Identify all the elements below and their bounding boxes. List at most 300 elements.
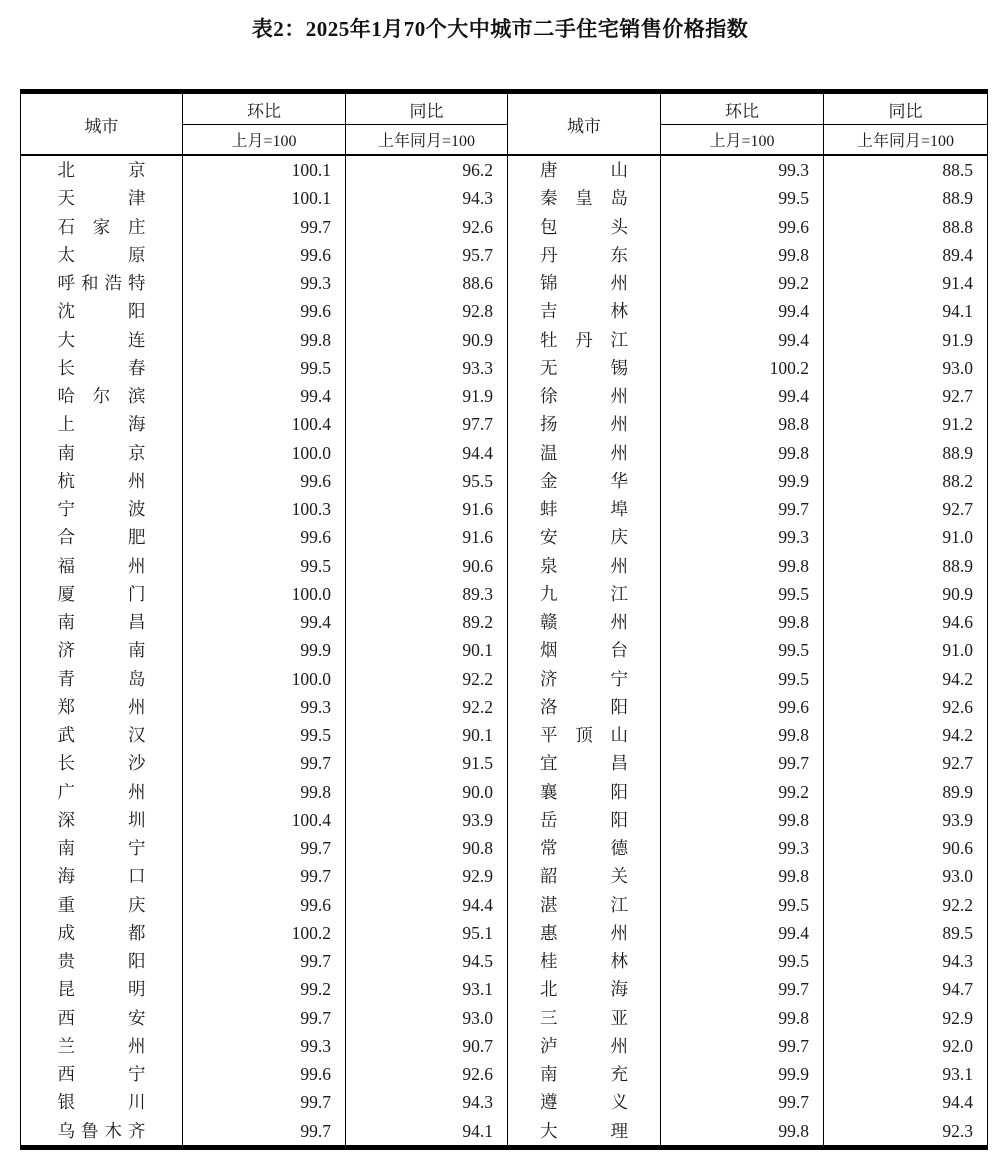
city-cell-right <box>508 326 661 354</box>
city-name: 唐山 <box>540 160 628 180</box>
mom-cell-left: 99.6 <box>183 297 346 325</box>
mom-cell-right: 99.3 <box>661 834 824 862</box>
city-cell-left <box>21 749 183 777</box>
city-cell-right <box>508 297 661 325</box>
table-row <box>21 749 988 777</box>
city-name: 西宁 <box>57 1064 146 1084</box>
city-cell-right <box>508 721 661 749</box>
city-name: 厦门 <box>57 583 146 604</box>
mom-cell-right: 99.7 <box>661 1088 824 1116</box>
yoy-cell-right: 88.8 <box>824 213 988 241</box>
city-cell-right <box>508 665 661 693</box>
mom-cell-left: 99.6 <box>183 241 346 269</box>
header-yoy-right: 同比 <box>824 92 988 125</box>
city-cell-right <box>508 919 661 947</box>
mom-cell-left: 100.4 <box>183 410 346 438</box>
city-cell-left <box>21 975 183 1003</box>
yoy-cell-right: 94.1 <box>824 297 988 325</box>
yoy-cell-right: 89.4 <box>824 241 988 269</box>
mom-cell-right: 99.8 <box>661 1004 824 1032</box>
mom-cell-right: 99.7 <box>661 1032 824 1060</box>
city-name: 大连 <box>57 329 146 350</box>
yoy-cell-right: 93.0 <box>824 354 988 382</box>
city-name: 宜昌 <box>540 753 628 774</box>
mom-cell-right: 98.8 <box>661 410 824 438</box>
city-cell-right <box>508 749 661 777</box>
city-cell-left <box>21 184 183 212</box>
city-cell-right <box>508 552 661 580</box>
mom-cell-right: 99.5 <box>661 580 824 608</box>
city-cell-right <box>508 523 661 551</box>
table-row <box>21 834 988 862</box>
table-row <box>21 439 988 467</box>
city-name: 南宁 <box>57 838 146 858</box>
yoy-cell-left: 91.6 <box>346 495 508 523</box>
city-cell-right <box>508 975 661 1003</box>
table-row <box>21 326 988 354</box>
table-row <box>21 975 988 1003</box>
yoy-cell-left: 94.5 <box>346 947 508 975</box>
yoy-cell-right: 91.0 <box>824 523 988 551</box>
city-cell-left <box>21 580 183 608</box>
mom-cell-right: 99.8 <box>661 721 824 749</box>
city-name: 成都 <box>57 922 146 943</box>
yoy-cell-right: 92.0 <box>824 1032 988 1060</box>
city-name: 海口 <box>57 866 146 887</box>
city-cell-left <box>21 241 183 269</box>
table-row <box>21 580 988 608</box>
yoy-cell-left: 94.3 <box>346 1088 508 1116</box>
table-row <box>21 919 988 947</box>
mom-cell-left: 99.8 <box>183 778 346 806</box>
yoy-cell-left: 90.7 <box>346 1032 508 1060</box>
city-cell-right <box>508 410 661 438</box>
city-cell-right <box>508 862 661 890</box>
city-cell-left <box>21 778 183 806</box>
city-name: 湛江 <box>540 894 628 915</box>
city-name: 郑州 <box>57 696 146 717</box>
mom-cell-left: 99.3 <box>183 269 346 297</box>
table-row <box>21 947 988 975</box>
table-row <box>21 1060 988 1088</box>
table-row <box>21 665 988 693</box>
city-name: 上海 <box>57 414 146 435</box>
city-name: 哈尔滨 <box>57 386 146 406</box>
city-cell-left <box>21 523 183 551</box>
mom-cell-right: 99.8 <box>661 241 824 269</box>
city-cell-right <box>508 1088 661 1116</box>
mom-cell-left: 99.5 <box>183 354 346 382</box>
city-name: 兰州 <box>57 1035 146 1056</box>
yoy-cell-right: 88.9 <box>824 184 988 212</box>
yoy-cell-left: 90.1 <box>346 636 508 664</box>
yoy-cell-left: 93.0 <box>346 1004 508 1032</box>
mom-cell-left: 100.3 <box>183 495 346 523</box>
city-cell-right <box>508 608 661 636</box>
city-name: 重庆 <box>57 894 146 915</box>
yoy-cell-right: 88.5 <box>824 155 988 184</box>
mom-cell-right: 99.4 <box>661 297 824 325</box>
mom-cell-left: 100.1 <box>183 155 346 184</box>
city-name: 丹东 <box>540 244 628 265</box>
city-cell-right <box>508 1060 661 1088</box>
table-row <box>21 184 988 212</box>
mom-cell-right: 99.8 <box>661 806 824 834</box>
city-cell-right <box>508 495 661 523</box>
mom-cell-left: 99.3 <box>183 1032 346 1060</box>
yoy-cell-left: 95.7 <box>346 241 508 269</box>
header-mom-right: 环比 <box>661 92 824 125</box>
mom-cell-left: 100.0 <box>183 665 346 693</box>
city-cell-right <box>508 241 661 269</box>
table-row <box>21 155 988 184</box>
city-name: 济宁 <box>540 668 628 689</box>
city-name: 秦皇岛 <box>540 188 628 209</box>
city-name: 武汉 <box>57 725 146 745</box>
mom-cell-left: 99.6 <box>183 523 346 551</box>
mom-cell-left: 100.0 <box>183 580 346 608</box>
mom-cell-right: 99.4 <box>661 326 824 354</box>
table-row <box>21 523 988 551</box>
city-name: 包头 <box>540 216 628 237</box>
table-row <box>21 495 988 523</box>
yoy-cell-left: 94.4 <box>346 891 508 919</box>
city-name: 锦州 <box>540 273 628 293</box>
city-name: 九江 <box>540 583 628 604</box>
table-row <box>21 382 988 410</box>
mom-cell-left: 99.7 <box>183 834 346 862</box>
city-cell-left <box>21 919 183 947</box>
yoy-cell-right: 90.6 <box>824 834 988 862</box>
table-row <box>21 213 988 241</box>
table-row <box>21 636 988 664</box>
mom-cell-right: 99.5 <box>661 947 824 975</box>
city-name: 泉州 <box>540 555 628 576</box>
city-name: 蚌埠 <box>540 499 628 519</box>
yoy-cell-right: 88.9 <box>824 439 988 467</box>
city-cell-left <box>21 608 183 636</box>
yoy-cell-left: 93.3 <box>346 354 508 382</box>
mom-cell-right: 99.6 <box>661 213 824 241</box>
yoy-cell-right: 91.0 <box>824 636 988 664</box>
yoy-cell-left: 92.2 <box>346 693 508 721</box>
yoy-cell-right: 93.0 <box>824 862 988 890</box>
yoy-cell-right: 92.7 <box>824 749 988 777</box>
table-row <box>21 467 988 495</box>
table-title: 表2：2025年1月70个大中城市二手住宅销售价格指数 <box>251 17 749 41</box>
table-row <box>21 778 988 806</box>
city-cell-left <box>21 1060 183 1088</box>
city-cell-left <box>21 354 183 382</box>
city-cell-right <box>508 269 661 297</box>
header-mom-base-left: 上月=100 <box>183 125 346 156</box>
header-city-right: 城市 <box>508 92 661 156</box>
city-name: 遵义 <box>540 1092 628 1113</box>
city-name: 常德 <box>540 838 628 858</box>
city-name: 徐州 <box>540 386 628 406</box>
city-cell-right <box>508 834 661 862</box>
mom-cell-left: 99.5 <box>183 721 346 749</box>
table-row <box>21 297 988 325</box>
city-name: 岳阳 <box>540 809 628 830</box>
city-cell-right <box>508 439 661 467</box>
yoy-cell-right: 94.4 <box>824 1088 988 1116</box>
city-cell-left <box>21 552 183 580</box>
mom-cell-right: 99.5 <box>661 665 824 693</box>
mom-cell-left: 100.1 <box>183 184 346 212</box>
mom-cell-right: 99.9 <box>661 467 824 495</box>
city-cell-left <box>21 155 183 184</box>
yoy-cell-right: 92.9 <box>824 1004 988 1032</box>
table-row <box>21 608 988 636</box>
yoy-cell-right: 94.6 <box>824 608 988 636</box>
city-cell-left <box>21 495 183 523</box>
yoy-cell-right: 92.2 <box>824 891 988 919</box>
city-cell-right <box>508 778 661 806</box>
mom-cell-right: 99.9 <box>661 1060 824 1088</box>
city-cell-right <box>508 580 661 608</box>
table-row <box>21 862 988 890</box>
mom-cell-left: 99.6 <box>183 467 346 495</box>
city-cell-right <box>508 213 661 241</box>
table-row <box>21 269 988 297</box>
mom-cell-right: 99.7 <box>661 749 824 777</box>
city-name: 平顶山 <box>540 725 628 745</box>
yoy-cell-left: 92.6 <box>346 213 508 241</box>
city-name: 南京 <box>57 442 146 463</box>
yoy-cell-left: 93.9 <box>346 806 508 834</box>
mom-cell-left: 99.7 <box>183 862 346 890</box>
city-name: 洛阳 <box>540 696 628 717</box>
mom-cell-left: 99.7 <box>183 947 346 975</box>
city-name: 无锡 <box>540 357 628 378</box>
city-cell-left <box>21 410 183 438</box>
city-cell-left <box>21 721 183 749</box>
mom-cell-right: 99.6 <box>661 693 824 721</box>
city-cell-right <box>508 155 661 184</box>
city-cell-left <box>21 326 183 354</box>
mom-cell-right: 99.3 <box>661 155 824 184</box>
yoy-cell-left: 89.2 <box>346 608 508 636</box>
city-name: 赣州 <box>540 612 628 632</box>
city-cell-right <box>508 1004 661 1032</box>
mom-cell-right: 99.7 <box>661 495 824 523</box>
yoy-cell-left: 92.9 <box>346 862 508 890</box>
table-body <box>21 155 988 1147</box>
mom-cell-right: 99.5 <box>661 184 824 212</box>
city-cell-left <box>21 439 183 467</box>
city-cell-left <box>21 834 183 862</box>
city-cell-left <box>21 665 183 693</box>
yoy-cell-right: 94.3 <box>824 947 988 975</box>
city-name: 吉林 <box>540 301 628 322</box>
mom-cell-right: 99.2 <box>661 269 824 297</box>
yoy-cell-left: 92.8 <box>346 297 508 325</box>
yoy-cell-right: 92.3 <box>824 1117 988 1148</box>
yoy-cell-left: 89.3 <box>346 580 508 608</box>
mom-cell-left: 99.7 <box>183 1088 346 1116</box>
mom-cell-right: 99.3 <box>661 523 824 551</box>
city-name: 济南 <box>57 640 146 661</box>
city-name: 昆明 <box>57 979 146 1000</box>
mom-cell-left: 99.7 <box>183 1004 346 1032</box>
yoy-cell-left: 94.1 <box>346 1117 508 1148</box>
city-cell-left <box>21 1117 183 1148</box>
mom-cell-right: 99.8 <box>661 552 824 580</box>
yoy-cell-left: 95.5 <box>346 467 508 495</box>
mom-cell-right: 99.8 <box>661 862 824 890</box>
yoy-cell-left: 96.2 <box>346 155 508 184</box>
mom-cell-right: 99.4 <box>661 382 824 410</box>
mom-cell-left: 99.2 <box>183 975 346 1003</box>
city-cell-right <box>508 947 661 975</box>
yoy-cell-left: 91.5 <box>346 749 508 777</box>
city-name: 安庆 <box>540 527 628 548</box>
table-row <box>21 1088 988 1116</box>
city-cell-right <box>508 1032 661 1060</box>
city-name: 天津 <box>57 188 146 209</box>
city-cell-left <box>21 213 183 241</box>
city-name: 石家庄 <box>57 216 146 237</box>
yoy-cell-left: 88.6 <box>346 269 508 297</box>
mom-cell-left: 99.3 <box>183 693 346 721</box>
mom-cell-left: 99.7 <box>183 749 346 777</box>
table-row <box>21 1004 988 1032</box>
table-row <box>21 1032 988 1060</box>
city-name: 宁波 <box>57 499 146 519</box>
header-yoy-base-right: 上年同月=100 <box>824 125 988 156</box>
city-cell-left <box>21 382 183 410</box>
yoy-cell-left: 93.1 <box>346 975 508 1003</box>
yoy-cell-right: 88.9 <box>824 552 988 580</box>
mom-cell-left: 100.4 <box>183 806 346 834</box>
mom-cell-left: 99.8 <box>183 326 346 354</box>
yoy-cell-left: 90.6 <box>346 552 508 580</box>
city-cell-right <box>508 693 661 721</box>
yoy-cell-right: 92.7 <box>824 495 988 523</box>
mom-cell-right: 99.8 <box>661 608 824 636</box>
yoy-cell-left: 94.3 <box>346 184 508 212</box>
mom-cell-left: 99.7 <box>183 213 346 241</box>
city-cell-left <box>21 947 183 975</box>
yoy-cell-left: 90.8 <box>346 834 508 862</box>
yoy-cell-right: 94.2 <box>824 665 988 693</box>
city-name: 贵阳 <box>57 951 146 971</box>
yoy-cell-left: 91.9 <box>346 382 508 410</box>
city-name: 大理 <box>540 1120 628 1141</box>
city-name: 合肥 <box>57 527 146 548</box>
yoy-cell-right: 94.7 <box>824 975 988 1003</box>
yoy-cell-left: 90.1 <box>346 721 508 749</box>
mom-cell-right: 100.2 <box>661 354 824 382</box>
city-cell-right <box>508 1117 661 1148</box>
yoy-cell-right: 92.6 <box>824 693 988 721</box>
city-name: 牡丹江 <box>540 329 628 350</box>
city-name: 泸州 <box>540 1035 628 1056</box>
city-name: 金华 <box>540 470 628 491</box>
table-row <box>21 354 988 382</box>
city-cell-left <box>21 297 183 325</box>
table-row <box>21 891 988 919</box>
yoy-cell-right: 91.2 <box>824 410 988 438</box>
mom-cell-left: 99.6 <box>183 891 346 919</box>
yoy-cell-right: 93.1 <box>824 1060 988 1088</box>
mom-cell-left: 99.9 <box>183 636 346 664</box>
yoy-cell-left: 90.0 <box>346 778 508 806</box>
city-name: 韶关 <box>540 866 628 887</box>
city-cell-left <box>21 269 183 297</box>
city-cell-right <box>508 467 661 495</box>
mom-cell-right: 99.8 <box>661 439 824 467</box>
city-cell-left <box>21 1004 183 1032</box>
mom-cell-right: 99.7 <box>661 975 824 1003</box>
price-index-table <box>20 89 988 1150</box>
yoy-cell-left: 92.6 <box>346 1060 508 1088</box>
city-cell-left <box>21 1088 183 1116</box>
yoy-cell-left: 90.9 <box>346 326 508 354</box>
city-name: 太原 <box>57 244 146 265</box>
city-name: 福州 <box>57 555 146 576</box>
city-name: 呼和浩特 <box>57 273 146 293</box>
city-cell-right <box>508 891 661 919</box>
city-cell-right <box>508 354 661 382</box>
city-name: 西安 <box>57 1007 146 1028</box>
city-name: 三亚 <box>540 1007 628 1028</box>
yoy-cell-right: 93.9 <box>824 806 988 834</box>
table-row <box>21 410 988 438</box>
city-name: 长沙 <box>57 753 146 774</box>
city-name: 北京 <box>57 160 146 180</box>
table-row <box>21 1117 988 1148</box>
city-name: 乌鲁木齐 <box>57 1120 146 1141</box>
yoy-cell-left: 94.4 <box>346 439 508 467</box>
mom-cell-left: 99.4 <box>183 608 346 636</box>
yoy-cell-right: 90.9 <box>824 580 988 608</box>
mom-cell-right: 99.5 <box>661 636 824 664</box>
mom-cell-right: 99.2 <box>661 778 824 806</box>
city-cell-left <box>21 693 183 721</box>
table-row <box>21 693 988 721</box>
city-name: 南充 <box>540 1064 628 1084</box>
city-cell-right <box>508 382 661 410</box>
yoy-cell-left: 95.1 <box>346 919 508 947</box>
table-row <box>21 552 988 580</box>
yoy-cell-right: 92.7 <box>824 382 988 410</box>
city-cell-right <box>508 636 661 664</box>
mom-cell-left: 100.2 <box>183 919 346 947</box>
header-yoy-left: 同比 <box>346 92 508 125</box>
city-cell-left <box>21 1032 183 1060</box>
city-name: 青岛 <box>57 668 146 689</box>
mom-cell-right: 99.8 <box>661 1117 824 1148</box>
city-name: 烟台 <box>540 640 628 661</box>
city-name: 桂林 <box>540 951 628 971</box>
city-cell-left <box>21 636 183 664</box>
mom-cell-left: 99.4 <box>183 382 346 410</box>
header-city-left: 城市 <box>21 92 183 156</box>
mom-cell-left: 99.7 <box>183 1117 346 1148</box>
mom-cell-left: 100.0 <box>183 439 346 467</box>
city-name: 杭州 <box>57 470 146 491</box>
mom-cell-left: 99.6 <box>183 1060 346 1088</box>
city-cell-left <box>21 862 183 890</box>
yoy-cell-left: 91.6 <box>346 523 508 551</box>
yoy-cell-right: 91.9 <box>824 326 988 354</box>
header-mom-left: 环比 <box>183 92 346 125</box>
city-name: 深圳 <box>57 809 146 830</box>
header-mom-base-right: 上月=100 <box>661 125 824 156</box>
city-cell-right <box>508 184 661 212</box>
